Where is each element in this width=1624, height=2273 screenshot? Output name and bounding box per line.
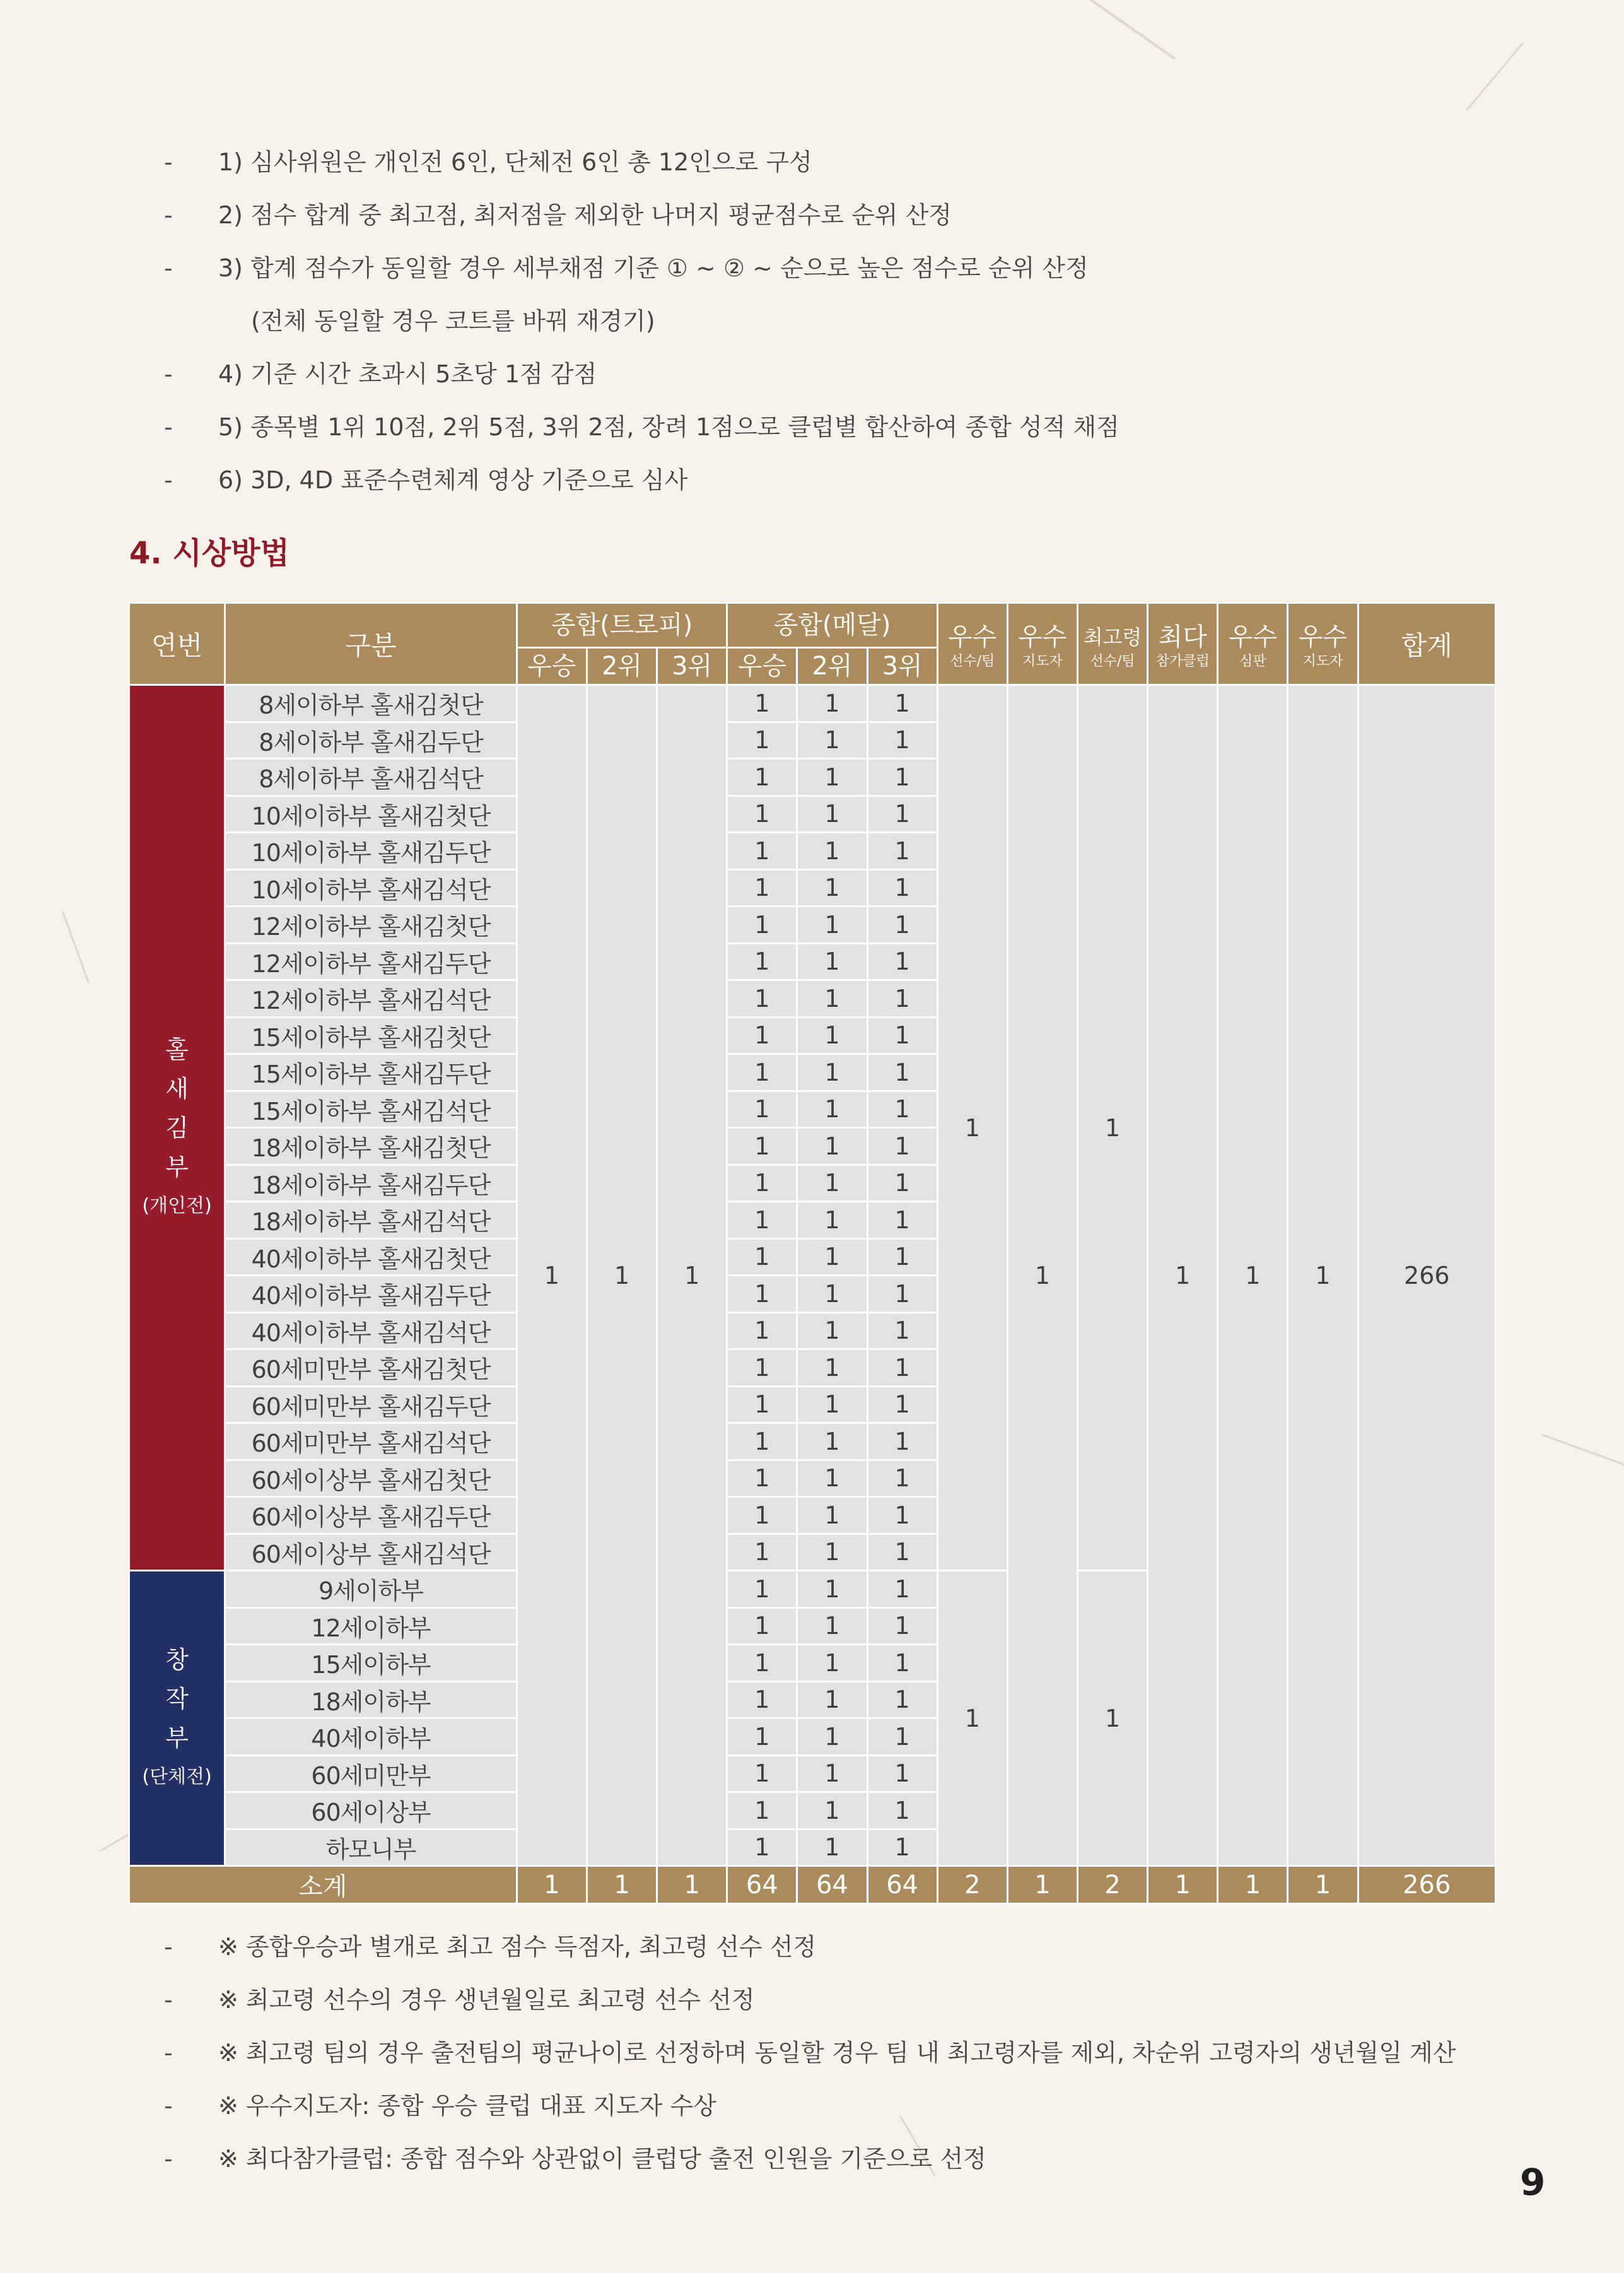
medal-count: 1 — [797, 1681, 867, 1718]
medal-count: 1 — [727, 1497, 797, 1534]
medal-count: 1 — [727, 685, 797, 722]
total-count: 266 — [1358, 685, 1495, 1866]
division-name: 12세이하부 홀새김석단 — [225, 980, 517, 1018]
rule-item — [164, 295, 1577, 348]
division-name: 8세이하부 홀새김석단 — [225, 759, 517, 796]
bullet-dash: - — [164, 2092, 173, 2120]
division-name: 15세이하부 홀새김두단 — [225, 1054, 517, 1091]
medal-count: 1 — [797, 1312, 867, 1349]
header-top-label: 우수 — [1228, 622, 1277, 652]
note-text: ※ 종합우승과 별개로 최고 점수 득점자, 최고령 선수 선정 — [218, 1933, 817, 1961]
header-sub-label: 선수/팀 — [1090, 653, 1135, 669]
note-text: ※ 최다참가클럽: 종합 점수와 상관없이 클럽당 출전 인원을 기준으로 선정 — [218, 2145, 986, 2173]
header-top-label: 최고령 — [1083, 625, 1142, 649]
medal-count: 1 — [867, 1128, 937, 1165]
notes-list — [164, 1920, 1577, 2185]
medal-count: 1 — [867, 1202, 937, 1239]
bullet-dash: - — [164, 2145, 173, 2173]
bullet-dash: - — [164, 1986, 173, 2014]
note-item — [164, 2026, 1577, 2079]
subtotal-value: 64 — [727, 1866, 797, 1904]
note-item — [164, 2132, 1577, 2185]
header-sub-label: 참가클럽 — [1155, 653, 1210, 669]
header-sub-label: 지도자 — [1022, 653, 1063, 669]
bullet-dash: - — [164, 2039, 173, 2067]
medal-count: 1 — [867, 1238, 937, 1276]
medal-count: 1 — [797, 759, 867, 796]
medal-count: 1 — [867, 1571, 937, 1608]
note-text: ※ 우수지도자: 종합 우승 클럽 대표 지도자 수상 — [218, 2092, 716, 2120]
medal-count: 1 — [797, 1718, 867, 1756]
medal-count: 1 — [727, 1165, 797, 1202]
division-name: 60세미만부 — [225, 1755, 517, 1792]
medal-count: 1 — [867, 1645, 937, 1682]
division-name: 18세이하부 홀새김두단 — [225, 1165, 517, 1202]
medal-count: 1 — [867, 980, 937, 1018]
medal-count: 1 — [727, 1829, 797, 1866]
division-name: 9세이하부 — [225, 1571, 517, 1608]
medal-count: 1 — [867, 1681, 937, 1718]
division-name: 60세미만부 홀새김두단 — [225, 1386, 517, 1423]
medal-count: 1 — [797, 1755, 867, 1792]
medal-count: 1 — [867, 1165, 937, 1202]
medal-count: 1 — [867, 943, 937, 980]
division-name: 60세이상부 홀새김첫단 — [225, 1460, 517, 1497]
trophy-third-count: 1 — [657, 685, 727, 1866]
division-name: 18세이하부 — [225, 1681, 517, 1718]
section-title: 4. 시상방법 — [129, 536, 289, 571]
subtotal-row — [129, 1866, 1496, 1904]
header-most-club — [1148, 603, 1218, 685]
medal-count: 1 — [797, 1534, 867, 1571]
medal-count: 1 — [727, 1681, 797, 1718]
header-trophy-second: 2위 — [587, 648, 657, 685]
division-name: 40세이하부 홀새김두단 — [225, 1276, 517, 1313]
subtotal-value: 2 — [937, 1866, 1007, 1904]
rule-text: 5) 종목별 1위 10점, 2위 5점, 3위 2점, 장려 1점으로 클럽별 합산하여 종합 성적 채점 — [218, 413, 1119, 441]
header-top-label: 최다 — [1158, 622, 1207, 652]
medal-count: 1 — [867, 869, 937, 907]
header-no: 연번 — [129, 603, 225, 685]
group-char: 홀 — [165, 1035, 189, 1064]
division-name: 10세이하부 홀새김첫단 — [225, 796, 517, 833]
medal-count: 1 — [797, 796, 867, 833]
division-name: 18세이하부 홀새김첫단 — [225, 1128, 517, 1165]
medal-count: 1 — [867, 685, 937, 722]
rule-text: 3) 합계 점수가 동일할 경우 세부채점 기준 ① ~ ② ~ 순으로 높은 점수로 순위 산정 — [218, 254, 1089, 282]
header-excellent-coach — [1007, 603, 1077, 685]
group-char: 창 — [165, 1645, 189, 1674]
medal-count: 1 — [727, 869, 797, 907]
medal-count: 1 — [797, 1607, 867, 1645]
medal-count: 1 — [797, 1423, 867, 1460]
medal-count: 1 — [727, 1349, 797, 1387]
medal-count: 1 — [727, 1238, 797, 1276]
trophy-second-count: 1 — [587, 685, 657, 1866]
rule-item — [164, 348, 1577, 401]
division-name: 8세이하부 홀새김두단 — [225, 722, 517, 759]
division-name: 18세이하부 홀새김석단 — [225, 1202, 517, 1239]
medal-count: 1 — [797, 1165, 867, 1202]
group-char: 부 — [165, 1153, 189, 1181]
medal-count: 1 — [727, 1792, 797, 1830]
medal-count: 1 — [797, 833, 867, 870]
excellent-player-team: 1 — [937, 1571, 1007, 1866]
division-name: 10세이하부 홀새김두단 — [225, 833, 517, 870]
paper-fiber — [62, 912, 90, 984]
bullet-dash: - — [164, 1933, 173, 1961]
medal-count: 1 — [797, 1091, 867, 1128]
division-name: 40세이하부 — [225, 1718, 517, 1756]
header-sub-label: 심판 — [1239, 653, 1266, 669]
division-name: 40세이하부 홀새김첫단 — [225, 1238, 517, 1276]
medal-count: 1 — [797, 980, 867, 1018]
medal-count: 1 — [867, 1423, 937, 1460]
subtotal-value: 266 — [1358, 1866, 1495, 1904]
award-table — [128, 602, 1497, 1905]
bullet-dash: - — [164, 254, 173, 282]
header-top-label: 우수 — [1018, 622, 1067, 652]
excellent-player-individual: 1 — [937, 685, 1007, 1571]
award-table-body — [129, 685, 1496, 1866]
note-item — [164, 1920, 1577, 1973]
rule-text: 1) 심사위원은 개인전 6인, 단체전 6인 총 12인으로 구성 — [218, 148, 812, 176]
medal-count: 1 — [797, 685, 867, 722]
medal-count: 1 — [727, 1755, 797, 1792]
medal-count: 1 — [797, 722, 867, 759]
medal-count: 1 — [727, 943, 797, 980]
medal-count: 1 — [867, 1276, 937, 1313]
medal-count: 1 — [867, 1054, 937, 1091]
group-char: 작 — [165, 1684, 189, 1713]
subtotal-label: 소계 — [129, 1866, 517, 1904]
medal-count: 1 — [797, 1497, 867, 1534]
table-row — [129, 685, 1496, 722]
medal-count: 1 — [867, 1349, 937, 1387]
oldest-team: 1 — [1078, 1571, 1148, 1866]
medal-count: 1 — [867, 1091, 937, 1128]
group-sub-label: (단체전) — [142, 1765, 212, 1788]
page-number: 9 — [1520, 2161, 1546, 2204]
most-club-count: 1 — [1148, 685, 1218, 1866]
group-team — [129, 1571, 225, 1866]
medal-count: 1 — [867, 1829, 937, 1866]
excellent-leader-count: 1 — [1288, 685, 1358, 1866]
subtotal-value: 1 — [657, 1866, 727, 1904]
subtotal-value: 64 — [797, 1866, 867, 1904]
medal-count: 1 — [867, 796, 937, 833]
medal-count: 1 — [727, 1202, 797, 1239]
medal-count: 1 — [797, 1829, 867, 1866]
medal-count: 1 — [727, 1534, 797, 1571]
header-top-label: 우수 — [1298, 622, 1348, 652]
division-name: 15세이하부 홀새김석단 — [225, 1091, 517, 1128]
header-sub-label: 선수/팀 — [950, 653, 995, 669]
medal-count: 1 — [727, 980, 797, 1018]
medal-count: 1 — [867, 722, 937, 759]
bullet-dash: - — [164, 466, 173, 494]
division-name: 12세이하부 — [225, 1607, 517, 1645]
bullet-dash: - — [164, 148, 173, 176]
subtotal-value: 1 — [587, 1866, 657, 1904]
oldest-individual: 1 — [1078, 685, 1148, 1571]
paper-fiber — [1082, 0, 1176, 60]
division-name: 15세이하부 — [225, 1645, 517, 1682]
group-char: 부 — [165, 1724, 189, 1752]
rule-text: 6) 3D, 4D 표준수련체계 영상 기준으로 심사 — [218, 466, 688, 494]
medal-count: 1 — [867, 1792, 937, 1830]
division-name: 60세미만부 홀새김첫단 — [225, 1349, 517, 1387]
header-excellent-judge — [1218, 603, 1288, 685]
rules-list — [164, 136, 1577, 507]
medal-count: 1 — [727, 722, 797, 759]
medal-count: 1 — [727, 759, 797, 796]
medal-count: 1 — [727, 1276, 797, 1313]
division-name: 12세이하부 홀새김첫단 — [225, 907, 517, 944]
medal-count: 1 — [727, 1571, 797, 1608]
rule-item — [164, 136, 1577, 189]
bullet-dash: - — [164, 360, 173, 388]
rule-item — [164, 242, 1577, 295]
header-total: 합계 — [1358, 603, 1495, 685]
header-trophy: 종합(트로피) — [517, 603, 727, 648]
note-item — [164, 2079, 1577, 2132]
excellent-coach-count: 1 — [1007, 685, 1077, 1866]
group-individual — [129, 685, 225, 1571]
division-name: 40세이하부 홀새김석단 — [225, 1312, 517, 1349]
header-top-label: 우수 — [948, 622, 997, 652]
header-sub-label: 지도자 — [1302, 653, 1343, 669]
medal-count: 1 — [797, 1571, 867, 1608]
excellent-judge-count: 1 — [1218, 685, 1288, 1866]
medal-count: 1 — [867, 1460, 937, 1497]
note-item — [164, 1973, 1577, 2026]
header-medal-second: 2위 — [797, 648, 867, 685]
trophy-win-count: 1 — [517, 685, 587, 1866]
medal-count: 1 — [797, 1017, 867, 1054]
medal-count: 1 — [797, 1276, 867, 1313]
header-category: 구분 — [225, 603, 517, 685]
header-medal-win: 우승 — [727, 648, 797, 685]
medal-count: 1 — [797, 1460, 867, 1497]
note-text: ※ 최고령 팀의 경우 출전팀의 평균나이로 선정하며 동일할 경우 팀 내 최고령자를 제외, 차순위 고령자의 생년월일 계산 — [218, 2039, 1456, 2067]
rule-text: 4) 기준 시간 초과시 5초당 1점 감점 — [218, 360, 597, 388]
medal-count: 1 — [797, 1349, 867, 1387]
paper-fiber — [1466, 42, 1524, 111]
medal-count: 1 — [867, 1312, 937, 1349]
division-name: 60세이상부 — [225, 1792, 517, 1830]
medal-count: 1 — [797, 1238, 867, 1276]
paper-fiber — [1541, 1434, 1624, 1471]
medal-count: 1 — [867, 1755, 937, 1792]
rule-text: (전체 동일할 경우 코트를 바꿔 재경기) — [251, 307, 655, 335]
medal-count: 1 — [727, 1423, 797, 1460]
division-name: 60세이상부 홀새김두단 — [225, 1497, 517, 1534]
subtotal-value: 1 — [517, 1866, 587, 1904]
medal-count: 1 — [867, 1017, 937, 1054]
subtotal-value: 2 — [1078, 1866, 1148, 1904]
medal-count: 1 — [797, 1202, 867, 1239]
medal-count: 1 — [867, 1386, 937, 1423]
medal-count: 1 — [797, 1128, 867, 1165]
subtotal-value: 64 — [867, 1866, 937, 1904]
medal-count: 1 — [797, 1386, 867, 1423]
bullet-dash: - — [164, 413, 173, 441]
medal-count: 1 — [727, 1460, 797, 1497]
medal-count: 1 — [727, 1017, 797, 1054]
header-medal: 종합(메달) — [727, 603, 937, 648]
medal-count: 1 — [867, 1497, 937, 1534]
group-char: 김 — [165, 1113, 189, 1142]
medal-count: 1 — [727, 796, 797, 833]
header-excellent-player — [937, 603, 1007, 685]
medal-count: 1 — [867, 759, 937, 796]
note-text: ※ 최고령 선수의 경우 생년월일로 최고령 선수 선정 — [218, 1986, 755, 2014]
medal-count: 1 — [797, 1792, 867, 1830]
division-name: 60세미만부 홀새김석단 — [225, 1423, 517, 1460]
division-name: 12세이하부 홀새김두단 — [225, 943, 517, 980]
medal-count: 1 — [797, 943, 867, 980]
medal-count: 1 — [727, 1312, 797, 1349]
medal-count: 1 — [727, 833, 797, 870]
rule-item — [164, 189, 1577, 242]
medal-count: 1 — [727, 1718, 797, 1756]
division-name: 10세이하부 홀새김석단 — [225, 869, 517, 907]
rule-item — [164, 401, 1577, 454]
medal-count: 1 — [727, 1128, 797, 1165]
medal-count: 1 — [797, 1645, 867, 1682]
header-excellent-leader — [1288, 603, 1358, 685]
header-oldest — [1078, 603, 1148, 685]
subtotal-value: 1 — [1148, 1866, 1218, 1904]
medal-count: 1 — [727, 907, 797, 944]
group-sub-label: (개인전) — [142, 1194, 212, 1217]
division-name: 하모니부 — [225, 1829, 517, 1866]
medal-count: 1 — [727, 1607, 797, 1645]
group-char: 새 — [165, 1074, 189, 1103]
medal-count: 1 — [797, 907, 867, 944]
medal-count: 1 — [867, 833, 937, 870]
header-medal-third: 3위 — [867, 648, 937, 685]
rule-item — [164, 454, 1577, 507]
medal-count: 1 — [727, 1091, 797, 1128]
header-trophy-win: 우승 — [517, 648, 587, 685]
medal-count: 1 — [727, 1386, 797, 1423]
medal-count: 1 — [867, 1607, 937, 1645]
rule-text: 2) 점수 합계 중 최고점, 최저점을 제외한 나머지 평균점수로 순위 산정 — [218, 201, 952, 229]
division-name: 15세이하부 홀새김첫단 — [225, 1017, 517, 1054]
medal-count: 1 — [797, 869, 867, 907]
medal-count: 1 — [797, 1054, 867, 1091]
medal-count: 1 — [867, 1718, 937, 1756]
subtotal-value: 1 — [1218, 1866, 1288, 1904]
subtotal-value: 1 — [1288, 1866, 1358, 1904]
bullet-dash: - — [164, 201, 173, 229]
medal-count: 1 — [727, 1645, 797, 1682]
medal-count: 1 — [867, 1534, 937, 1571]
division-name: 60세이상부 홀새김석단 — [225, 1534, 517, 1571]
header-trophy-third: 3위 — [657, 648, 727, 685]
subtotal-value: 1 — [1007, 1866, 1077, 1904]
medal-count: 1 — [727, 1054, 797, 1091]
division-name: 8세이하부 홀새김첫단 — [225, 685, 517, 722]
medal-count: 1 — [867, 907, 937, 944]
